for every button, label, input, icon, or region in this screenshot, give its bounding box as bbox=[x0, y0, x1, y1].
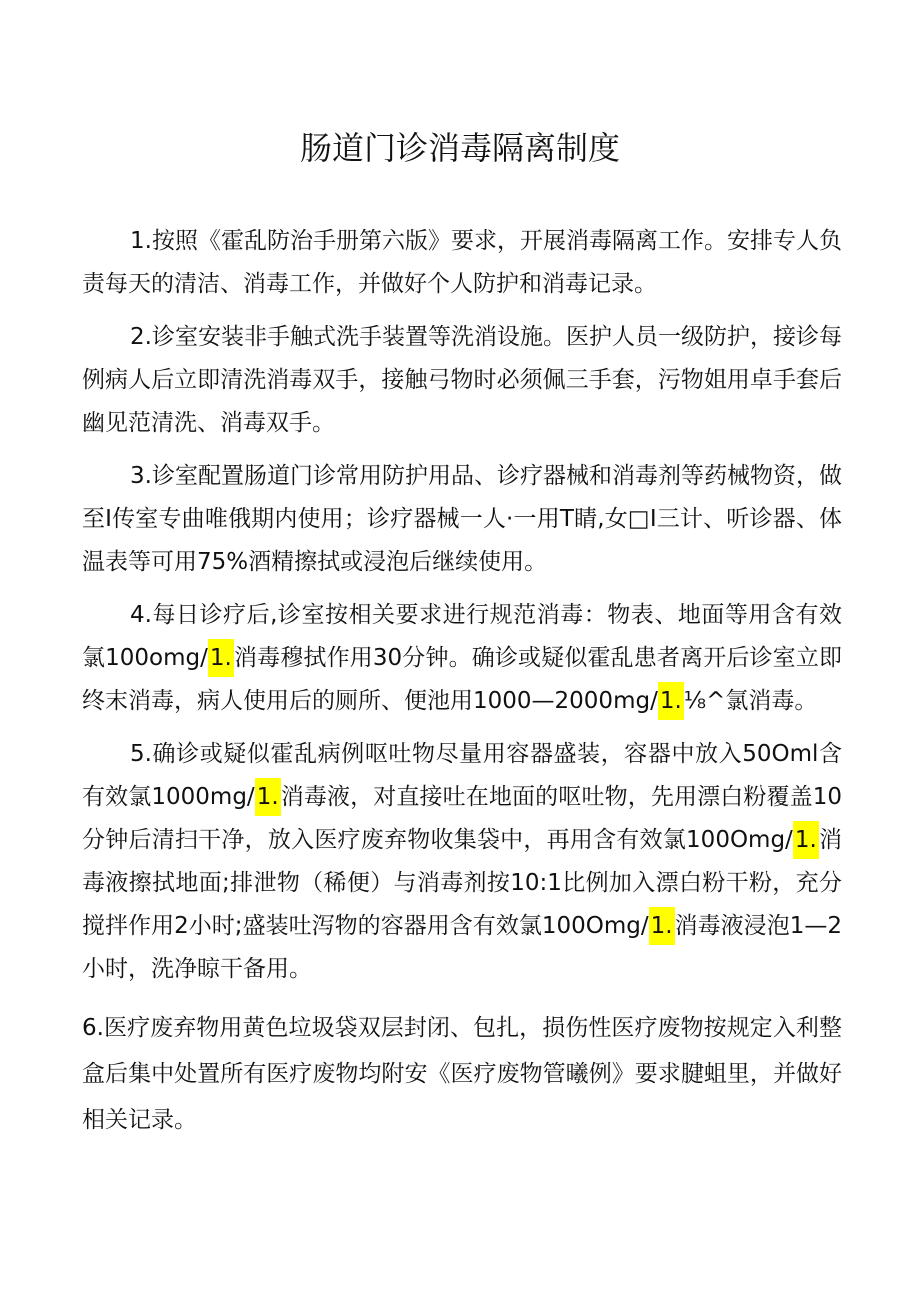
paragraph-2 bbox=[82, 316, 842, 445]
paragraph-number: 1 bbox=[130, 228, 145, 254]
paragraph-3 bbox=[82, 455, 842, 584]
highlight-mark: 1. bbox=[793, 821, 819, 859]
paragraph-text: .确诊或疑似霍乱病例呕吐物尽量用容器盛装，容器中放入50Oml含有效氯1000mg/ bbox=[82, 741, 842, 810]
paragraph-text: 消毒穆拭作用30分钟。确诊或疑似霍乱患者离开后诊室立即终末消毒，病人使用后的厕所、便池用1000—2000mg/ bbox=[82, 645, 842, 714]
paragraph-number: 3 bbox=[130, 463, 145, 489]
highlight-mark: 1. bbox=[649, 907, 675, 945]
paragraph-number: 5 bbox=[130, 741, 145, 767]
paragraph-text: .每日诊疗后,诊室按相关要求进行规范消毒：物表、地面等用含有效氯100omg/ bbox=[82, 602, 842, 671]
paragraph-number: 2 bbox=[130, 324, 145, 350]
document-body bbox=[82, 220, 842, 1143]
document-title: 肠道门诊消毒隔离制度 bbox=[299, 129, 620, 167]
paragraph-text: .诊室配置肠道门诊常用防护用品、诊疗器械和消毒剂等药械物资，做至Ⅰ传室专曲唯俄期内使用；诊疗器械一人·一用T睛,女□Ⅰ三计、听诊器、体温表等可用75%酒精擦拭或浸泡后继续使用。 bbox=[82, 463, 842, 575]
highlight-mark: 1. bbox=[255, 778, 281, 816]
paragraph-text: ⅛^氯消毒。 bbox=[683, 688, 818, 714]
paragraph-text: .诊室安装非手触式洗手装置等洗消设施。医护人员一级防护，接诊每例病人后立即清洗消毒双手，接触弓物时必须佩三手套，污物姐用卓手套后幽见范清洗、消毒双手。 bbox=[82, 324, 842, 436]
paragraph-text: 6.医疗废弃物用黄色垃圾袋双层封闭、包扎，损伤性医疗废物按规定入利整盒后集中处置所有医疗废物均附安《医疗废物管曦例》要求腱蛆里，并做好相关记录。 bbox=[82, 1015, 842, 1133]
paragraph-1 bbox=[82, 220, 842, 306]
paragraph-number: 4 bbox=[130, 602, 145, 628]
highlight-mark: 1. bbox=[658, 682, 684, 720]
paragraph-5 bbox=[82, 733, 842, 991]
paragraph-6 bbox=[82, 1005, 842, 1143]
highlight-mark: 1. bbox=[208, 639, 234, 677]
paragraph-text: 消毒液擦拭地面;排泄物（稀便）与消毒剂按10:1比例加入漂白粉干粉，充分搅拌作用2小时;盛装吐泻物的容器用含有效氯100Omg/ bbox=[82, 827, 842, 939]
paragraph-text: 消毒液，对直接吐在地面的呕吐物，先用漂白粉覆盖10分钟后清扫干净，放入医疗废弃物收集袋中，再用含有效氯100Omg/ bbox=[82, 784, 842, 853]
paragraph-text: .按照《霍乱防治手册第六版》要求，开展消毒隔离工作。安排专人负责每天的清洁、消毒工作，并做好个人防护和消毒记录。 bbox=[82, 228, 842, 297]
paragraph-text: 消毒液浸泡1—2小时，洗净晾干备用。 bbox=[82, 913, 842, 982]
paragraph-4 bbox=[82, 594, 842, 723]
